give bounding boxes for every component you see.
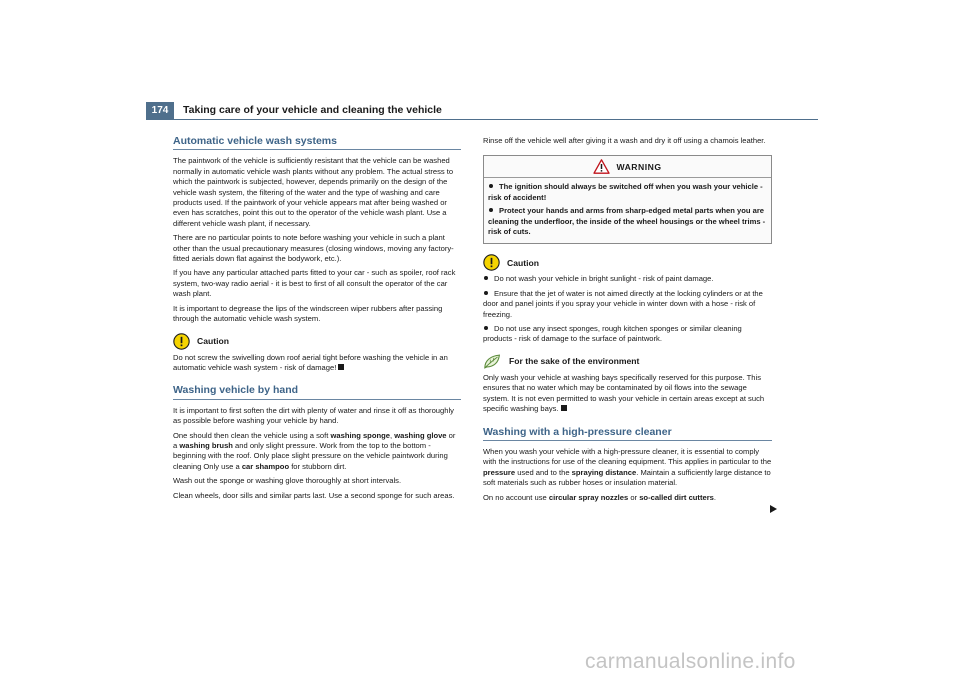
page-number: 174 bbox=[146, 102, 174, 120]
bullet-icon bbox=[489, 208, 493, 212]
bold-term: circular spray nozzles bbox=[548, 492, 629, 502]
leaf-icon bbox=[483, 353, 503, 370]
text-run: or a bbox=[173, 430, 456, 450]
text-run: or bbox=[628, 492, 640, 502]
caution-item-text: Do not wash your vehicle in bright sunlight - risk of paint damage. bbox=[494, 274, 714, 284]
end-of-section-mark bbox=[561, 405, 567, 411]
continued-arrow-icon bbox=[770, 505, 777, 513]
warning-item-text: Protect your hands and arms from sharp-edged metal parts when you are cleaning the underfloor, the inside of the wheel housings or the wheel trims - risk of cuts. bbox=[488, 206, 766, 237]
running-head: Taking care of your vehicle and cleaning the vehicle bbox=[183, 104, 442, 116]
bold-term: pressure bbox=[483, 467, 516, 477]
paragraph bbox=[483, 493, 772, 503]
warning-body bbox=[484, 178, 771, 243]
text-run: and only slight pressure. Work from the top to the bottom - beginning with the roof. Only place slight pressure on the vehicle paintwork during cleaning Only use a bbox=[173, 440, 448, 471]
header-rule bbox=[146, 119, 818, 120]
text-run: . Maintain a sufficiently large distance to soft materials such as rubber hoses or insulation material. bbox=[483, 467, 771, 488]
text-run: , bbox=[389, 430, 395, 440]
section-title-hand-wash: Washing vehicle by hand bbox=[173, 385, 461, 399]
right-column bbox=[483, 136, 772, 507]
bold-term: so-called dirt cutters bbox=[639, 492, 714, 502]
caution-heading bbox=[173, 333, 461, 350]
bold-term: spraying distance bbox=[571, 467, 637, 477]
bold-term: washing glove bbox=[394, 430, 447, 440]
paragraph bbox=[483, 447, 772, 489]
watermark: carmanualsonline.info bbox=[585, 650, 796, 673]
text-run: When you wash your vehicle with a high-pressure cleaner, it is essential to comply with the instructions for use of the cleaning equipment. This applies in particular to the bbox=[483, 446, 772, 467]
bullet-icon bbox=[484, 326, 488, 330]
paragraph: There are no particular points to note before washing your vehicle in such a plant other than the usual precautionary measures (closing windows, moving any factory-fitted aerials down flat against the bodywork, etc.). bbox=[173, 233, 454, 264]
bold-term: car shampoo bbox=[241, 461, 290, 471]
text-run: On no account use bbox=[483, 492, 549, 502]
text-run: One should then clean the vehicle using a soft bbox=[173, 430, 331, 440]
caution-item-text: Do not use any insect sponges, rough kitchen sponges or similar cleaning products - risk of damage to the surface of paintwork. bbox=[483, 324, 742, 344]
caution-text bbox=[173, 353, 461, 374]
caution-item-text: Ensure that the jet of water is not aimed directly at the locking cylinders or at the door and panel joints if you spray your vehicle in winter down with a hose - risk of freezing. bbox=[483, 288, 763, 319]
caution-item bbox=[483, 324, 772, 345]
caution-item bbox=[483, 274, 772, 284]
bold-term: washing sponge bbox=[330, 430, 390, 440]
environment-title: For the sake of the environment bbox=[509, 356, 640, 367]
bullet-icon bbox=[484, 276, 488, 280]
warning-item bbox=[488, 182, 767, 203]
environment-text bbox=[483, 373, 772, 415]
paragraph: Rinse off the vehicle well after giving it a wash and dry it off using a chamois leather. bbox=[483, 136, 766, 145]
caution-icon bbox=[483, 254, 500, 271]
warning-box bbox=[483, 155, 772, 244]
warning-triangle-icon bbox=[593, 159, 610, 174]
text-run: for stubborn dirt. bbox=[289, 461, 347, 471]
end-of-section-mark bbox=[338, 364, 344, 370]
text-run: . bbox=[713, 492, 717, 502]
caution-heading bbox=[483, 254, 772, 271]
paragraph: Wash out the sponge or washing glove thoroughly at short intervals. bbox=[173, 476, 402, 486]
warning-item-text: The ignition should always be switched off when you wash your vehicle - risk of accident! bbox=[488, 182, 763, 202]
warning-title: WARNING bbox=[616, 161, 662, 172]
paragraph: If you have any particular attached parts fitted to your car - such as spoiler, roof rack system, two-way radio aerial - it is best to first of all consult the operator of the car wash plant. bbox=[173, 268, 456, 299]
caution-text-content: Do not screw the swivelling down roof aerial tight before washing the vehicle in an automatic vehicle wash system - risk of damage! bbox=[173, 352, 448, 372]
section-title-high-pressure: Washing with a high-pressure cleaner bbox=[483, 427, 772, 441]
warning-item bbox=[488, 206, 767, 237]
caution-icon bbox=[173, 333, 190, 350]
paragraph: It is important to first soften the dirt with plenty of water and rinse it off as thoroughly as possible before washing your vehicle by hand. bbox=[173, 405, 454, 426]
bullet-icon bbox=[489, 184, 493, 188]
bullet-icon bbox=[484, 291, 488, 295]
environment-heading bbox=[483, 353, 772, 370]
section-title-automatic-wash: Automatic vehicle wash systems bbox=[173, 136, 461, 150]
paragraph: Clean wheels, door sills and similar parts last. Use a second sponge for such areas. bbox=[173, 490, 455, 500]
text-run: used and to the bbox=[515, 467, 572, 477]
caution-title: Caution bbox=[507, 257, 539, 268]
environment-text-content: Only wash your vehicle at washing bays specifically reserved for this purpose. This ensures that no water which may be contaminated by oil flows into the sewage system. It is not even permitted to wash your vehicle in certain areas except at such specific washing bays. bbox=[483, 372, 765, 414]
caution-title: Caution bbox=[197, 335, 229, 346]
left-column bbox=[173, 136, 461, 505]
paragraph: The paintwork of the vehicle is sufficiently resistant that the vehicle can be washed normally in automatic vehicle wash plants without any problem. The actual stress to which the paintwork is subjected, however, depends primarily on the design of the vehicle wash system, the filtering of the water and the type of washing and care products used. If the paintwork of your vehicle appears mat after being washed or even has scratches, point this out to the operator of the vehicle wash plant. Use a different vehicle wash plant, if necessary. bbox=[173, 156, 454, 228]
paragraph: It is important to degrease the lips of the windscreen wiper rubbers after passing through the automatic vehicle wash system. bbox=[173, 303, 443, 324]
caution-item bbox=[483, 289, 772, 320]
bold-term: washing brush bbox=[179, 440, 233, 450]
warning-heading bbox=[484, 156, 771, 178]
paragraph bbox=[173, 431, 461, 473]
